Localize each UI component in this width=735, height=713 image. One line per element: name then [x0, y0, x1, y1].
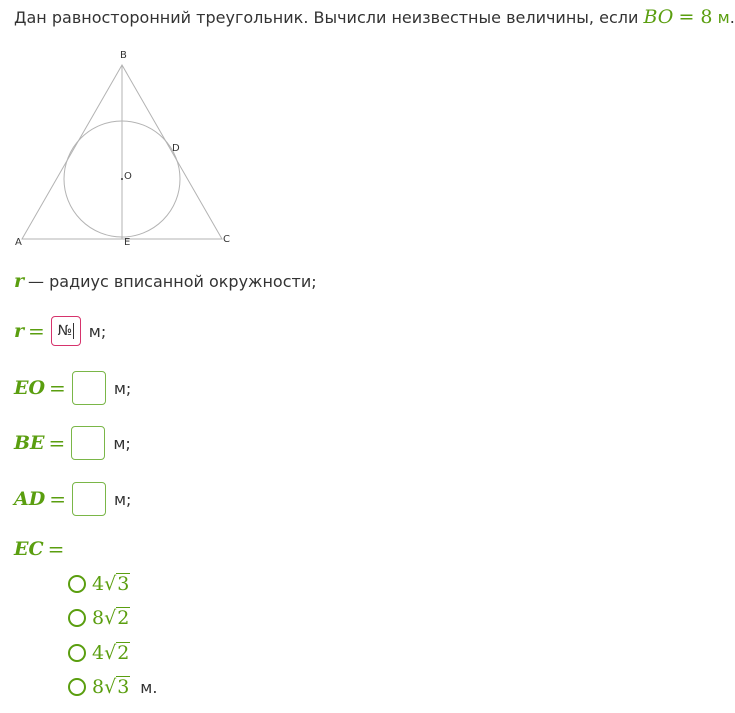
field-eq-be: = [48, 431, 66, 455]
field-eq-r: = [28, 319, 45, 343]
label-o: O [124, 171, 132, 182]
option-coefficient: 4 [92, 642, 105, 664]
r-input-value: № [57, 323, 73, 339]
ec-eq: = [47, 537, 65, 561]
ec-option-2[interactable] [68, 607, 130, 629]
field-label-eo: EO [14, 377, 46, 399]
radio-button[interactable] [68, 678, 86, 696]
field-row-r [14, 316, 106, 346]
field-unit-be: м; [113, 433, 131, 453]
field-eq-eo: = [49, 376, 66, 400]
sqrt-icon: √ 3 [104, 573, 130, 595]
option-coefficient: 8 [92, 676, 105, 698]
field-eq-ad: = [49, 487, 66, 511]
field-row-be [14, 426, 131, 460]
field-row-eo [14, 371, 131, 405]
triangle-diagram [0, 40, 260, 260]
option-coefficient: 4 [92, 573, 105, 595]
radius-variable: r [14, 270, 25, 292]
task-period: . [729, 8, 735, 27]
task-statement [14, 6, 735, 28]
field-label-ad: AD [14, 488, 46, 510]
option-value [92, 676, 130, 698]
radius-definition-text: — радиус вписанной окружности; [28, 271, 317, 291]
option-radicand: 2 [117, 607, 130, 629]
field-row-ad [14, 482, 131, 516]
option-value [92, 642, 130, 664]
option-value [92, 607, 130, 629]
field-label-be: BE [14, 432, 45, 454]
label-d: D [172, 143, 180, 154]
field-label-r: r [14, 320, 25, 342]
field-unit-ad: м; [113, 489, 132, 509]
sqrt-icon: √ 2 [104, 607, 130, 629]
label-b: B [120, 50, 127, 61]
ec-label: EC [14, 538, 44, 560]
ec-option-1[interactable] [68, 573, 130, 595]
radio-button[interactable] [68, 644, 86, 662]
given-equals: = 8 [678, 6, 713, 28]
option-radicand: 2 [117, 642, 130, 664]
option-value [92, 573, 130, 595]
r-input[interactable] [51, 316, 81, 346]
option-radicand: 3 [117, 676, 130, 698]
ad-input[interactable] [72, 482, 106, 516]
ec-row [14, 537, 70, 561]
sqrt-icon: √ 3 [104, 676, 130, 698]
option-radicand: 3 [117, 573, 130, 595]
eo-input[interactable] [72, 371, 106, 405]
label-a: A [15, 237, 22, 248]
label-e: E [124, 237, 131, 248]
ec-option-3[interactable] [68, 642, 130, 664]
text-caret [73, 323, 74, 339]
field-unit-eo: м; [113, 378, 132, 398]
center-point [121, 178, 123, 180]
radio-button[interactable] [68, 575, 86, 593]
task-text: Дан равносторонний треугольник. Вычисли неизвестные величины, если [14, 8, 639, 27]
option-unit: м. [140, 677, 158, 697]
radius-definition [14, 270, 317, 292]
label-c: C [223, 234, 230, 245]
field-unit-r: м; [88, 321, 107, 341]
radio-button[interactable] [68, 609, 86, 627]
ec-option-4[interactable] [68, 676, 157, 698]
sqrt-icon: √ 2 [104, 642, 130, 664]
option-coefficient: 8 [92, 607, 105, 629]
given-variable: BO [643, 6, 674, 28]
be-input[interactable] [71, 426, 105, 460]
given-unit: м [717, 8, 730, 27]
